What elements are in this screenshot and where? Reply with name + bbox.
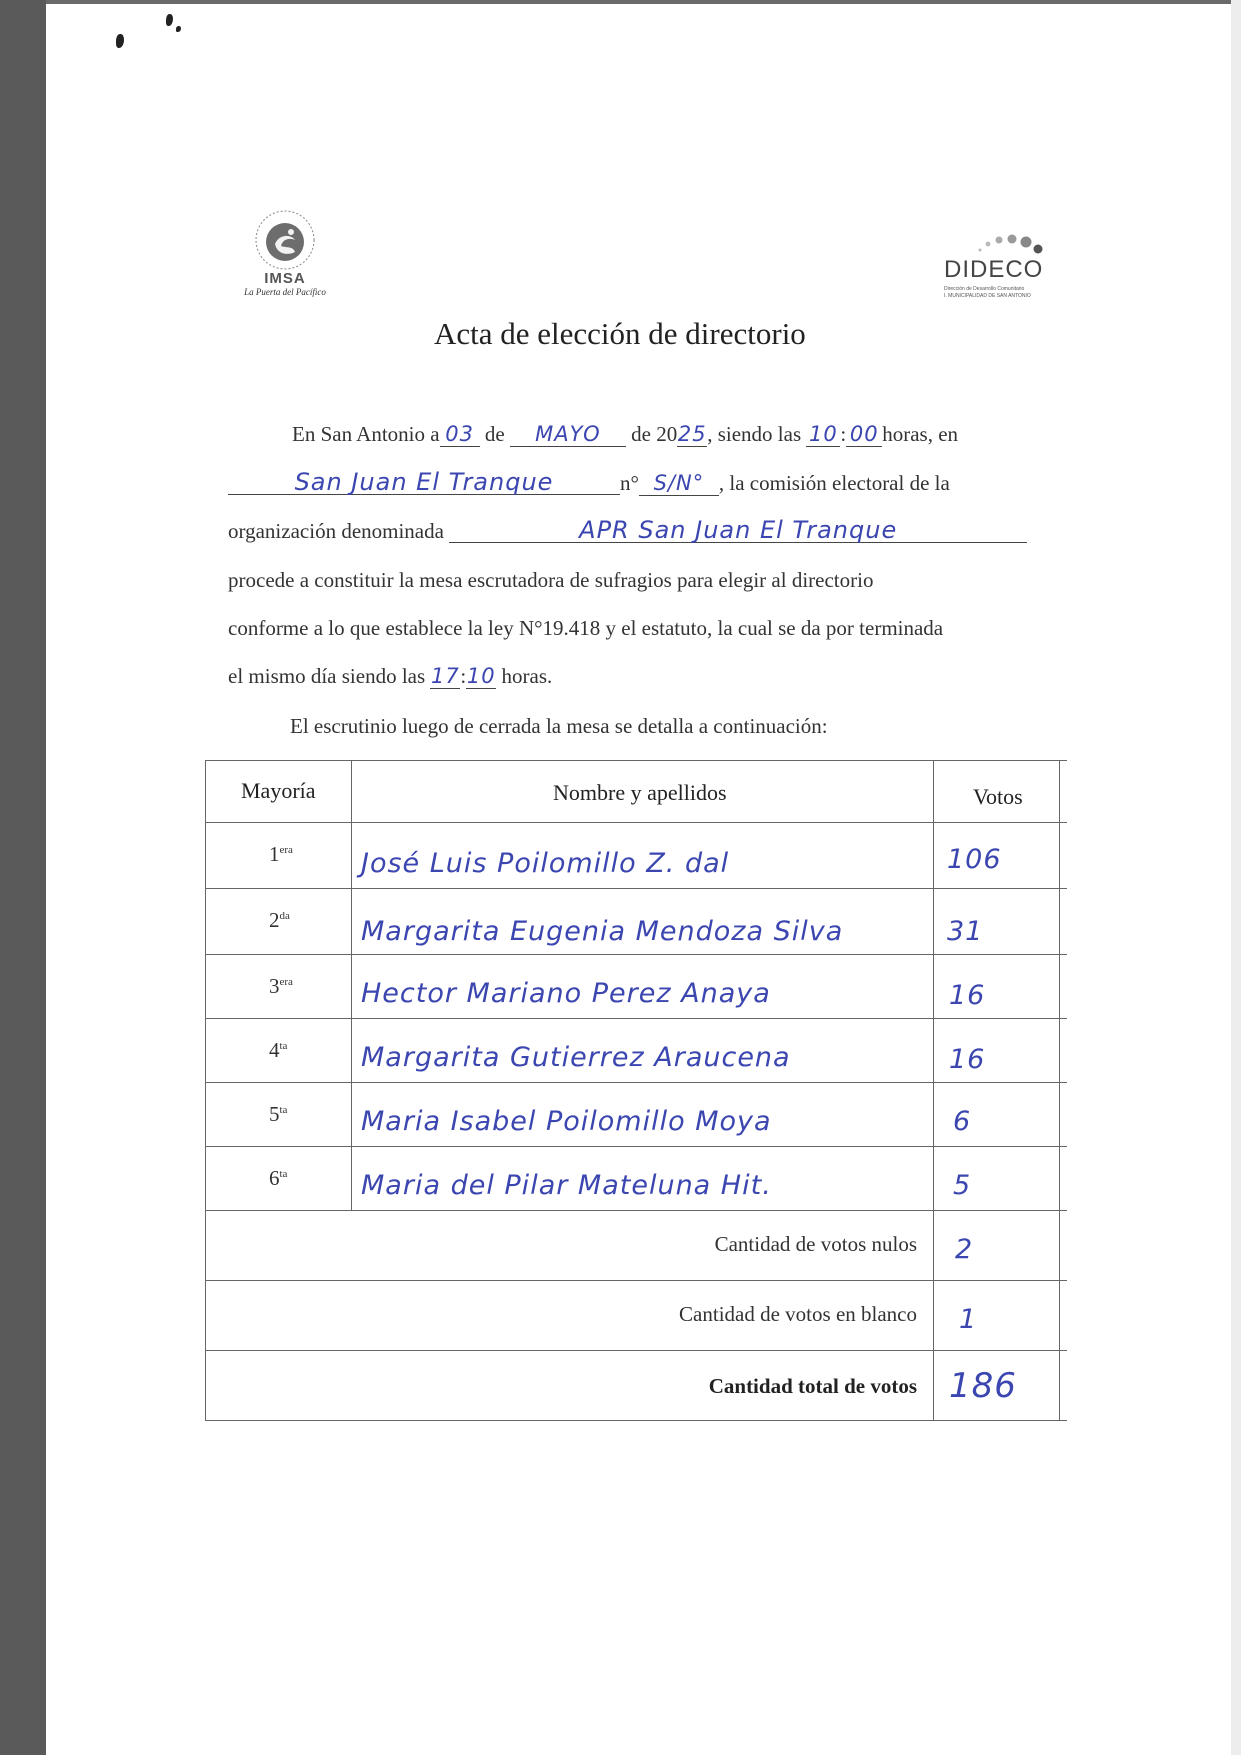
- scan-smudge: [176, 26, 181, 32]
- table-rule: [205, 954, 1067, 955]
- text-fragment: En San Antonio a: [292, 422, 440, 446]
- handwritten-end-minutes: 10: [466, 664, 496, 688]
- handwritten-organization: APR San Juan El Tranque: [449, 518, 1027, 543]
- rank-suffix: era: [279, 844, 293, 856]
- imsa-logo-name: IMSA: [264, 270, 306, 287]
- dideco-logo: [944, 232, 1054, 302]
- table-row-name: Maria del Pilar Mateluna Hit.: [361, 1170, 772, 1201]
- table-row-votes: 5: [953, 1170, 972, 1201]
- rank-suffix: ta: [279, 1168, 288, 1180]
- table-row-votes: 6: [953, 1106, 972, 1137]
- table-row-name: Hector Mariano Perez Anaya: [361, 978, 771, 1009]
- rank-suffix: da: [279, 910, 290, 922]
- table-row-rank: [269, 908, 290, 933]
- dideco-logo-subtitle-2: I. MUNICIPALIDAD DE SAN ANTONIO: [944, 293, 1031, 299]
- paragration-line-2: [228, 470, 950, 496]
- text-fragment: organización denominada: [228, 519, 444, 543]
- table-row-votes: 16: [949, 1044, 986, 1075]
- blank-votes-value: 1: [959, 1304, 978, 1335]
- scan-smudge: [116, 34, 124, 48]
- table-row-rank: [269, 842, 293, 867]
- table-rule: [205, 760, 206, 1421]
- rank-suffix: ta: [279, 1104, 288, 1116]
- handwritten-hour: 10: [806, 422, 840, 447]
- blank-votes-label: Cantidad de votos en blanco: [679, 1302, 917, 1326]
- table-rule: [205, 1280, 1067, 1281]
- rank-suffix: era: [279, 976, 293, 988]
- table-rule: [205, 1210, 1067, 1211]
- table-rule: [205, 822, 1067, 823]
- document-title: Acta de elección de directorio: [434, 316, 806, 351]
- table-rule: [205, 888, 1067, 889]
- rank-number: 6: [269, 1166, 280, 1190]
- table-rule: [205, 1350, 1067, 1351]
- table-rule: [205, 1146, 1067, 1147]
- paragraph-line-1: [292, 422, 958, 447]
- table-row-rank: [269, 1102, 287, 1127]
- paragraph-line-6: [228, 664, 552, 689]
- null-votes-value: 2: [955, 1234, 974, 1265]
- text-fragment: , la comisión electoral de la: [718, 471, 950, 495]
- imsa-logo: [226, 208, 344, 308]
- scan-edge-top: [46, 0, 1241, 4]
- rank-number: 4: [269, 1038, 280, 1062]
- table-row-name: Margarita Eugenia Mendoza Silva: [361, 916, 844, 947]
- handwritten-end-hour: 17: [431, 664, 460, 688]
- table-rule: [205, 1082, 1067, 1083]
- table-row-votes: 31: [947, 916, 984, 947]
- imsa-logo-motto: La Puerta del Pacífico: [244, 287, 326, 297]
- header-votes: Votos: [973, 784, 1023, 809]
- rank-number: 3: [269, 974, 280, 998]
- scan-edge-left: [0, 0, 46, 1755]
- text-fragment: , siendo las: [707, 422, 802, 446]
- table-row-name: Maria Isabel Poilomillo Moya: [361, 1106, 772, 1137]
- null-votes-label: Cantidad de votos nulos: [714, 1232, 917, 1256]
- text-fragment: de 20: [631, 422, 678, 446]
- table-row-votes: 106: [947, 844, 1002, 875]
- handwritten-day: 03: [440, 422, 480, 447]
- rank-number: 5: [269, 1102, 280, 1126]
- text-fragment: n°: [620, 471, 639, 495]
- text-fragment: de: [484, 422, 505, 446]
- total-votes-value: 186: [949, 1366, 1017, 1406]
- header-majority: Mayoría: [241, 778, 316, 803]
- table-rule: [205, 760, 1067, 761]
- dideco-logo-subtitle-1: Dirección de Desarrollo Comunitario: [944, 286, 1025, 292]
- rank-number: 1: [269, 842, 280, 866]
- rank-suffix: ta: [279, 1040, 288, 1052]
- paragraph-line-4: procede a constituir la mesa escrutadora de sufragios para elegir al directorio: [228, 568, 874, 592]
- handwritten-month: MAYO: [510, 422, 626, 447]
- table-row-rank: [269, 974, 293, 999]
- table-rule: [1059, 760, 1060, 1421]
- table-row-rank: [269, 1166, 287, 1191]
- table-row-name: José Luis Poilomillo Z. dal: [361, 848, 730, 879]
- handwritten-number: S/N°: [639, 471, 719, 496]
- dideco-dots-icon: [974, 232, 1044, 256]
- results-intro: El escrutinio luego de cerrada la mesa se detalla a continuación:: [290, 714, 828, 738]
- paragraph-line-3: [228, 518, 1027, 544]
- paragraph-line-5: conforme a lo que establece la ley N°19.418 y el estatuto, la cual se da por terminada: [228, 616, 944, 640]
- table-rule: [933, 760, 934, 1421]
- table-row-votes: 16: [949, 980, 986, 1011]
- table-rule: [205, 1420, 1067, 1421]
- total-votes-label: Cantidad total de votos: [708, 1374, 917, 1398]
- scan-edge-right: [1231, 0, 1241, 1755]
- text-fragment: horas.: [501, 664, 553, 688]
- text-fragment: :: [840, 422, 847, 446]
- dideco-logo-name: DIDECO: [944, 256, 1044, 283]
- text-fragment: :: [460, 664, 467, 688]
- results-table: [205, 760, 1067, 1424]
- handwritten-minutes: 00: [846, 422, 882, 447]
- table-row-name: Margarita Gutierrez Araucena: [361, 1042, 791, 1073]
- handwritten-year: 25: [677, 422, 707, 446]
- imsa-seal-icon: [253, 208, 317, 272]
- table-rule: [351, 760, 352, 1211]
- header-name: Nombre y apellidos: [553, 780, 727, 805]
- handwritten-place: San Juan El Tranque: [228, 470, 620, 495]
- text-fragment: el mismo día siendo las: [228, 664, 426, 688]
- rank-number: 2: [269, 908, 280, 932]
- table-row-rank: [269, 1038, 287, 1063]
- scan-smudge: [166, 14, 173, 26]
- text-fragment: horas, en: [882, 422, 959, 446]
- table-rule: [205, 1018, 1067, 1019]
